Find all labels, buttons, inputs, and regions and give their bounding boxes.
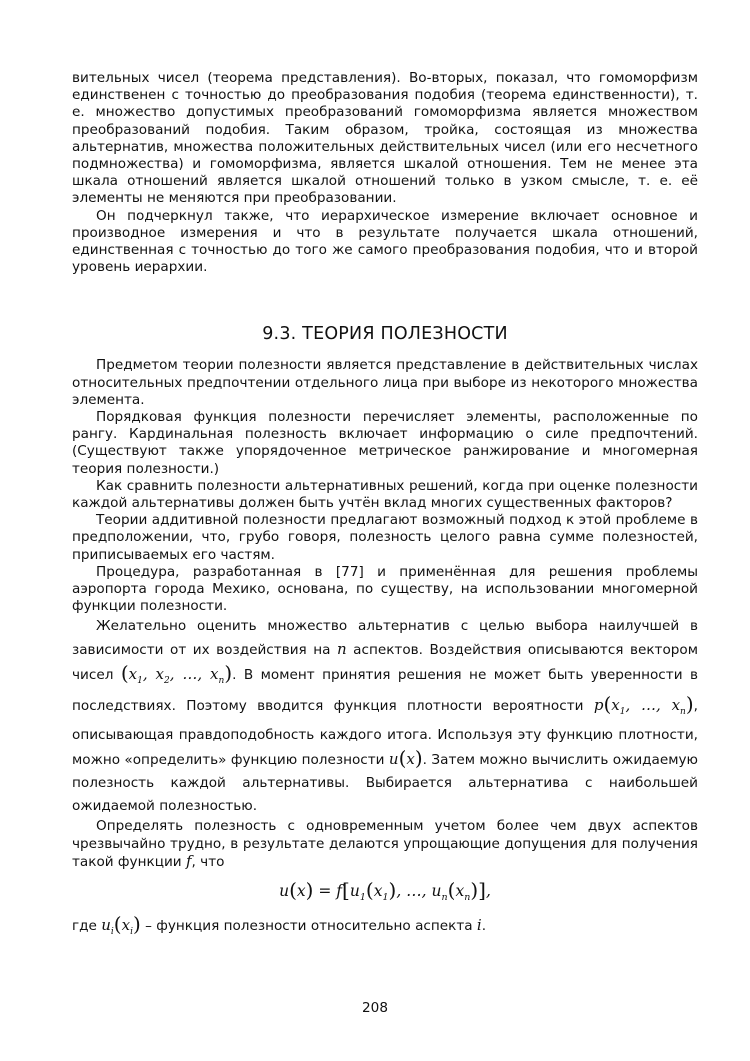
math-ui-xi: $u_i(x_i)$ xyxy=(101,912,141,938)
simplification-text-a: Определять полезность с одновременным учетом более чем двух аспектов чрезвычайно трудно, в результате делаются упрощающие допущения для получения такой функции xyxy=(72,818,698,870)
intro-paragraph-2: Он подчеркнул также, что иерархическое измерение включает основное и производное измерения и что в результате получается шкала отношений, единственная с точностью до того же самого преобразования подобия, что и второй уровень иерархии. xyxy=(72,207,698,276)
section-heading: 9.3. ТЕОРИЯ ПОЛЕЗНОСТИ xyxy=(262,324,508,345)
utility-formula: $u(x) = f[u_1(x_1)$, …, $u_n(x_n)$], xyxy=(279,878,491,904)
evaluation-text-a: Желательно оценить множество альтернатив с целью выбора наилучшей в зависимости от их воздействия на xyxy=(72,618,698,659)
where-text-c: . xyxy=(481,918,487,935)
evaluation-text-c: . В момент принятия решения не может быть уверенности в последствиях. Поэтому вводится функция плотности вероятности xyxy=(72,667,698,715)
paragraph-ordinal-utility: Порядковая функция полезности перечисляет элементы, расположенные по рангу. Кардинальная полезность включает информацию о силе предпочтений. (Существуют также упорядоченное метрическое ранжирование и многомерная теория полезности.) xyxy=(72,409,698,477)
math-utility-u: u(x) xyxy=(388,746,423,771)
where-text-a: где xyxy=(72,918,97,935)
math-f: f xyxy=(185,851,192,870)
evaluation-text-e: . Затем можно вычислить ожидаемую полезность каждой альтернативы. Выбирается альтернатива с наибольшей ожидаемой полезностью. xyxy=(72,752,698,815)
math-density-p: $p(x_1$, …, $x_n$) xyxy=(593,692,694,718)
intro-text xyxy=(72,70,698,276)
paragraph-question: Как сравнить полезности альтернативных решений, когда при оценке полезности каждой альтернативы должен быть учтён вклад многих существенных факторов? xyxy=(72,477,698,512)
paragraph-evaluation xyxy=(72,615,698,818)
paragraph-procedure: Процедура, разработанная в [77] и применённая для решения проблемы аэропорта города Мехико, основана, по существу, на использовании многомерной функции полезности. xyxy=(72,563,698,615)
math-vector-x: ($x_1$, $x_2$, …, $x_n$) xyxy=(120,661,233,687)
intro-paragraph-1: вительных чисел (теорема представления). Во-вторых, показал, что гомоморфизм единственен с точностью до преобразования подобия (теорема единственности), т. е. множество допустимых преобразований гомоморфизма является множеством преобразований подобия. Таким образом, тройка, состоящая из множества альтернатив, множества положительных действительных чисел (или его несчетного подмножества) и гомоморфизма, является шкалой отношения. Тем не менее эта шкала отношений является шкалой отношений только в узком смысле, т. е. её элементы не меняются при преобразовании. xyxy=(72,70,698,207)
paragraph-subject: Предметом теории полезности является представление в действительных числах относительных предпочтении отдельного лица при выборе из некоторого множества элемента. xyxy=(72,357,698,408)
simplification-text-b: , что xyxy=(191,853,225,870)
math-n: n xyxy=(336,640,347,659)
where-text-b: – функция полезности относительно аспекта xyxy=(145,918,473,935)
math-i: i xyxy=(476,916,482,935)
evaluation-text-b: аспектов. Воздействия описываются вектором чисел xyxy=(72,642,698,684)
section-body xyxy=(72,357,698,941)
paragraph-simplification xyxy=(72,818,698,871)
paragraph-where xyxy=(72,912,698,941)
paragraph-additive-utility: Теории аддитивной полезности предлагают возможный подход к этой проблеме в предположении, что, грубо говоря, полезность целого равна сумме полезностей, приписываемых его частям. xyxy=(72,512,698,563)
evaluation-text-d: , описывающая правдоподобность каждого итога. Используя эту функцию плотности, можно «определить» функцию полезности xyxy=(72,698,698,769)
page-number: 208 xyxy=(362,1000,388,1016)
